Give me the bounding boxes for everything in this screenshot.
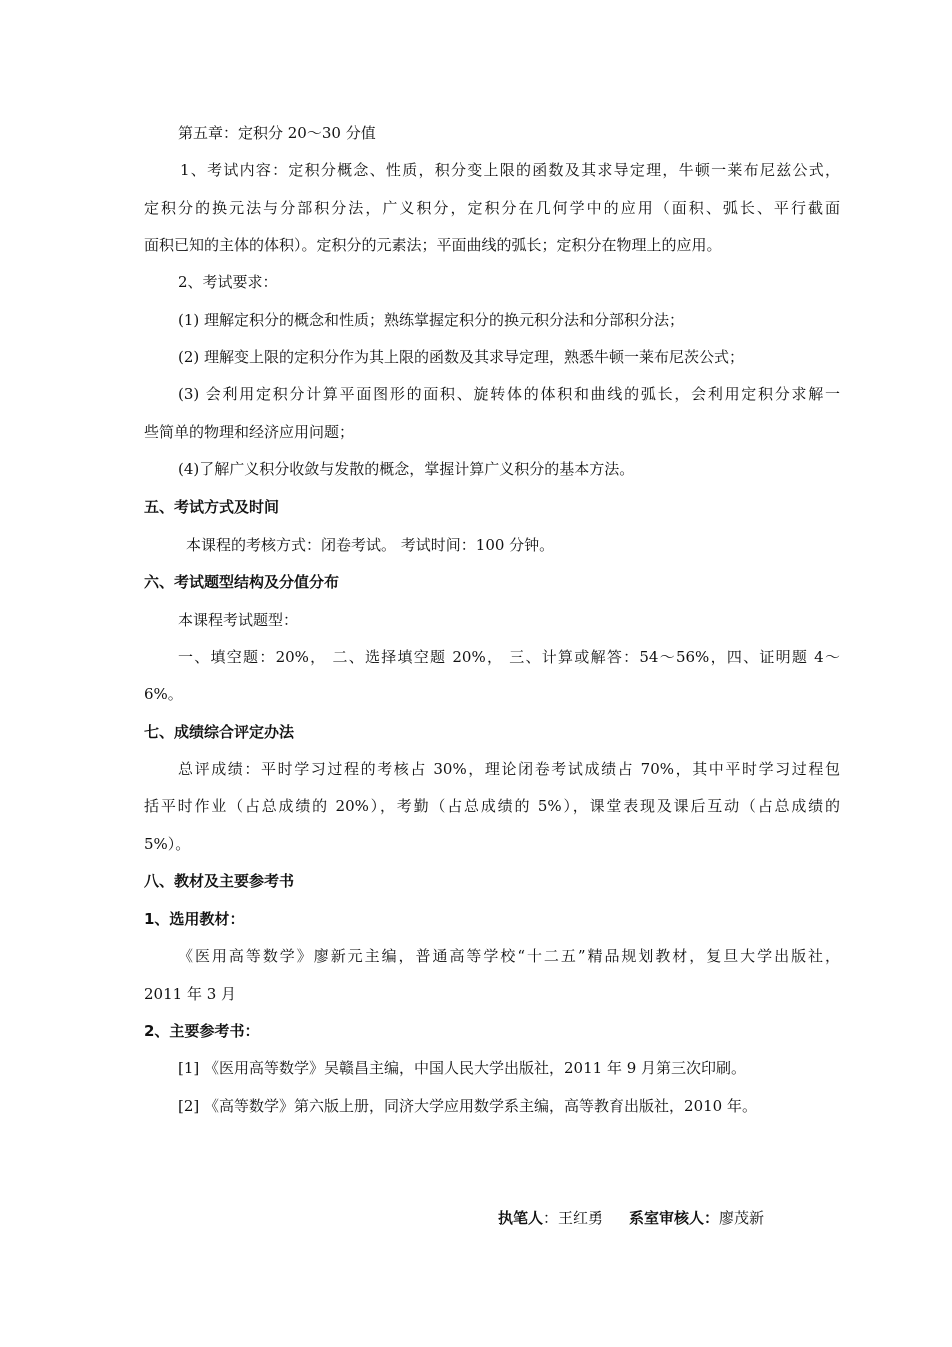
content-line-2: 定积分的换元法与分部积分法，广义积分，定积分在几何学中的应用（面积、弧长、平行截面 xyxy=(144,199,840,217)
section-6-line-1: 一、填空题：20%， 二、选择填空题 20%， 三、计算或解答：54～56%，四、证明题 4～ xyxy=(178,648,840,666)
requirement-3-line-2: 些简单的物理和经济应用问题； xyxy=(144,423,355,441)
section-5-body: 本课程的考核方式：闭卷考试。 考试时间：100 分钟。 xyxy=(186,536,555,554)
section-7-line-1: 总评成绩：平时学习过程的考核占 30%，理论闭卷考试成绩占 70%，其中平时学习过程包 xyxy=(178,760,840,778)
section-8-heading: 八、教材及主要参考书 xyxy=(144,872,295,890)
content-line-3: 面积已知的主体的体积）。定积分的元素法；平面曲线的弧长；定积分在物理上的应用。 xyxy=(144,236,722,254)
requirement-3-line-1: (3) 会利用定积分计算平面图形的面积、旋转体的体积和曲线的弧长，会利用定积分求解一 xyxy=(178,385,840,403)
section-7-line-2: 括平时作业（占总成绩的 20%），考勤（占总成绩的 5%），课堂表现及课后互动（占总成绩的 xyxy=(144,797,840,815)
section-6-line-2: 6%。 xyxy=(144,685,183,703)
requirement-1: (1) 理解定积分的概念和性质；熟练掌握定积分的换元积分法和分部积分法； xyxy=(178,311,685,329)
requirements-title: 2、考试要求： xyxy=(178,273,278,291)
section-5-heading: 五、考试方式及时间 xyxy=(144,498,280,516)
textbook-line-2: 2011 年 3 月 xyxy=(144,985,237,1003)
reviewer-label: 系室审核人： xyxy=(629,1209,720,1227)
signature-block xyxy=(498,1208,764,1228)
section-7-heading: 七、成绩综合评定办法 xyxy=(144,723,295,741)
requirement-4: (4)了解广义积分收敛与发散的概念，掌握计算广义积分的基本方法。 xyxy=(178,460,635,478)
textbook-line-1: 《医用高等数学》廖新元主编，普通高等学校“十二五”精品规划教材，复旦大学出版社， xyxy=(178,947,840,965)
section-6-intro: 本课程考试题型： xyxy=(178,611,299,629)
reference-1: [1] 《医用高等数学》吴赣昌主编，中国人民大学出版社，2011 年 9 月第三次印刷。 xyxy=(178,1059,747,1077)
requirement-2: (2) 理解变上限的定积分作为其上限的函数及其求导定理，熟悉牛顿一莱布尼茨公式； xyxy=(178,348,745,366)
section-6-heading: 六、考试题型结构及分值分布 xyxy=(144,573,340,591)
reviewer-name: 廖茂新 xyxy=(719,1209,765,1227)
writer-label: 执笔人 xyxy=(498,1209,544,1227)
writer-name: ：王红勇 xyxy=(543,1209,604,1227)
references-subheading: 2、主要参考书： xyxy=(144,1022,260,1040)
section-7-line-3: 5%）。 xyxy=(144,835,191,853)
chapter-title: 第五章：定积分 20～30 分值 xyxy=(178,124,376,142)
reference-2: [2] 《高等数学》第六版上册，同济大学应用数学系主编，高等教育出版社，2010 年。 xyxy=(178,1097,757,1115)
textbook-subheading: 1、选用教材： xyxy=(144,910,245,928)
content-line-1: 1、考试内容：定积分概念、性质，积分变上限的函数及其求导定理，牛顿一莱布尼兹公式， xyxy=(180,161,840,179)
